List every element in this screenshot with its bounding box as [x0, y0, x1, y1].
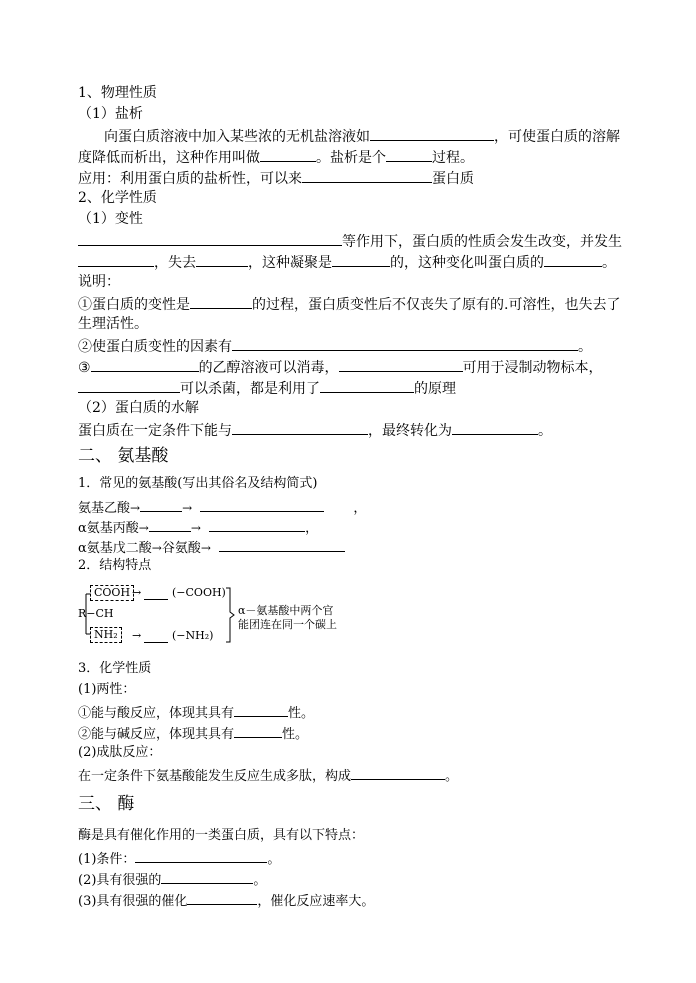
- blank: [200, 496, 324, 512]
- blank: [351, 764, 445, 780]
- section-amino-acid-title: 二、 氨基酸: [78, 446, 169, 466]
- section-chemical-title: 2、化学性质: [78, 190, 157, 206]
- note2-line: ②使蛋白质变性的因素有 。: [78, 335, 592, 357]
- denaturation-line2: ，失去 ，这种凝聚是 的，这种变化叫蛋白质的 。: [78, 251, 616, 273]
- blank: [232, 419, 368, 435]
- r-ch-label: R−CH: [78, 607, 114, 620]
- note-label: 说明：: [78, 274, 120, 290]
- arrow-icon: →: [190, 521, 201, 535]
- blank: [209, 516, 305, 532]
- arrow-icon: →: [138, 521, 149, 535]
- blank: [302, 167, 432, 183]
- blank: [78, 251, 154, 267]
- denaturation-line1: 等作用下，蛋白质的性质会发生改变，并发生: [78, 230, 622, 252]
- section-physical-title: 1、物理性质: [78, 85, 157, 101]
- note3-line1: ③ 的乙醇溶液可以消毒， 可用于浸制动物标本，: [78, 356, 603, 378]
- amino-acid-structure-diagram: [78, 582, 368, 648]
- nh2-label: (−NH₂): [172, 629, 214, 642]
- enzyme-feature2: (2)具有很强的 。: [78, 868, 266, 891]
- section-enzyme-title: 三、 酶: [78, 794, 135, 814]
- blank: [370, 125, 494, 141]
- hydrolysis-heading: （2）蛋白质的水解: [78, 400, 199, 416]
- peptide-line: 在一定条件下氨基酸能发生反应生成多肽，构成 。: [78, 764, 458, 787]
- blank: [234, 722, 282, 738]
- blank: [187, 889, 257, 905]
- peptide-label: (2)成肽反应：: [78, 745, 162, 760]
- common-amino-acids-heading: 1．常见的氨基酸(写出其俗名及结构简式): [78, 476, 318, 491]
- blank: [386, 146, 432, 162]
- cooh-box: COOH: [90, 585, 134, 601]
- enzyme-intro: 酶是具有催化作用的一类蛋白质，具有以下特点：: [78, 828, 365, 843]
- blank: [78, 230, 342, 246]
- blank: [544, 251, 602, 267]
- arrow-icon: →: [132, 586, 142, 599]
- chemical-properties-heading: 3．化学性质: [78, 661, 152, 676]
- blank: [320, 377, 414, 393]
- cooh-label: (−COOH): [172, 586, 226, 599]
- blank: [219, 536, 345, 552]
- application-line: 应用：利用蛋白质的盐析性，可以来 蛋白质: [78, 167, 474, 189]
- blank: [232, 335, 578, 351]
- arrow-icon: →: [132, 629, 142, 642]
- arrow-icon: →: [151, 541, 162, 555]
- note3-line2: 可以杀菌，都是利用了 的原理: [78, 377, 456, 399]
- blank: [234, 701, 288, 717]
- alanine-line: α氨基丙酸→ → ，: [78, 516, 318, 539]
- structure-heading: 2．结构特点: [78, 558, 152, 573]
- enzyme-feature1: (1)条件： 。: [78, 847, 280, 870]
- arrow-icon: →: [182, 501, 193, 515]
- enzyme-feature3: (3)具有很强的催化 ，催化反应速率大。: [78, 889, 374, 912]
- base-reaction-line: ②能与碱反应，体现其具有 性。: [78, 722, 308, 745]
- glycine-line: 氨基乙酸→ → ，: [78, 496, 366, 519]
- note1-line2: 生理活性。: [78, 316, 148, 332]
- note1-line1: ①蛋白质的变性是 的过程，蛋白质变性后不仅丧失了原有的.可溶性，也失去了: [78, 293, 620, 315]
- acid-reaction-line: ①能与酸反应，体现其具有 性。: [78, 701, 314, 724]
- blank: [78, 377, 180, 393]
- denaturation-heading: （1）变性: [78, 211, 143, 227]
- blank: [140, 496, 182, 512]
- blank: [339, 356, 463, 372]
- glutamic-acid-line: α氨基戊二酸→谷氨酸→: [78, 536, 345, 559]
- salting-out-line1: 向蛋白质溶液中加入某些浓的无机盐溶液如 ，可使蛋白质的溶解: [104, 125, 620, 147]
- arrow-icon: →: [200, 541, 211, 555]
- blank: [260, 146, 316, 162]
- amphoteric-label: (1)两性：: [78, 682, 136, 697]
- blank: [161, 868, 253, 884]
- blank: [196, 251, 248, 267]
- structure-note-line2: 能团连在同一个碳上: [238, 618, 337, 631]
- nh2-box: NH₂: [90, 627, 122, 643]
- hydrolysis-line: 蛋白质在一定条件下能与 ，最终转化为 。: [78, 419, 552, 441]
- structure-note-line1: α－氨基酸中两个官: [238, 604, 334, 617]
- blank: [135, 847, 267, 863]
- salting-out-line2: 度降低而析出，这种作用叫做 。盐析是个 过程。: [78, 146, 474, 168]
- blank: [149, 516, 191, 532]
- blank: [332, 251, 390, 267]
- salting-out-heading: （1）盐析: [78, 106, 143, 122]
- blank: [452, 419, 538, 435]
- blank: [190, 293, 252, 309]
- blank: [91, 356, 199, 372]
- arrow-icon: →: [130, 501, 141, 515]
